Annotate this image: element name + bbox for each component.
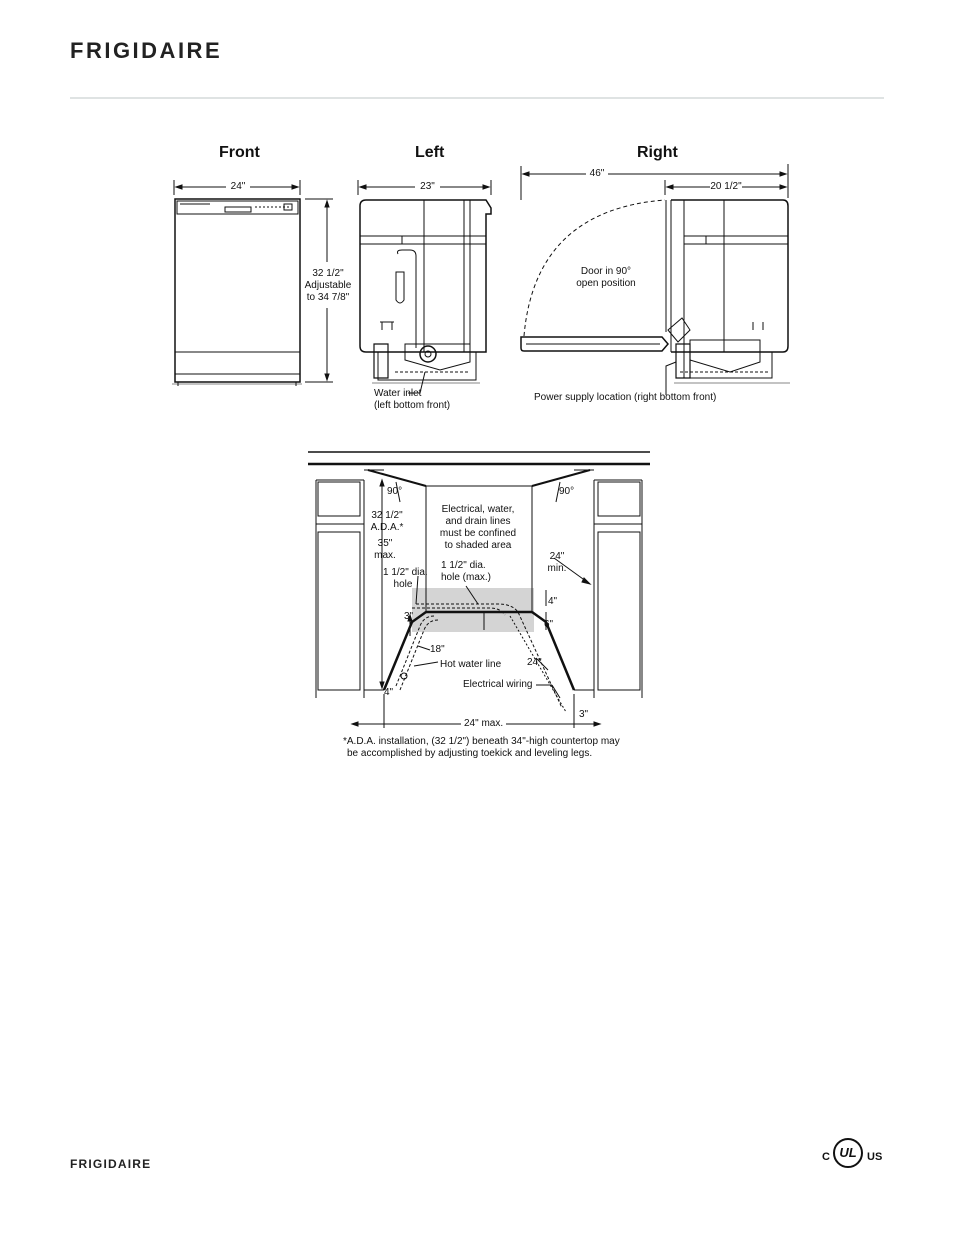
min-depth-line-2: min. — [547, 563, 567, 574]
brand-name: FRIGIDAIRE — [70, 38, 223, 63]
door-open-line-2: open position — [576, 278, 636, 289]
ul-c-text: C — [822, 1151, 830, 1163]
max-height-line-2: max. — [374, 550, 396, 561]
ul-mark-text: UL — [839, 1145, 857, 1160]
footnote-line-1: *A.D.A. installation, (32 1/2") beneath 34"-high countertop may — [343, 736, 620, 747]
front-height-label — [300, 268, 356, 304]
hole-right-line-1: 1 1/2" dia. — [441, 560, 486, 571]
min-depth-label — [544, 551, 570, 575]
dim-6-right-label: 6" — [544, 619, 554, 630]
front-height-line-3: to 34 7/8" — [306, 292, 350, 303]
confine-line-2: and drain lines — [445, 516, 511, 527]
hole-right-line-2: hole (max.) — [441, 572, 492, 583]
dim-3-right-label: 3" — [579, 709, 589, 720]
dimension-drawings — [0, 0, 954, 420]
water-inlet-line-1: Water inlet — [374, 388, 422, 399]
dim-3-left-label: 3" — [404, 611, 414, 622]
min-depth-line-1: 24" — [549, 551, 565, 562]
hot-water-line-label: Hot water line — [440, 659, 502, 670]
ul-circle-icon — [833, 1138, 863, 1168]
view-title-front: Front — [219, 144, 260, 161]
front-height-line-2: Adjustable — [304, 280, 352, 291]
footnote — [343, 736, 620, 760]
dim-4-left-label: 4" — [384, 687, 394, 698]
hole-left-line-2: hole — [393, 579, 413, 590]
front-height-line-1: 32 1/2" — [312, 268, 344, 279]
dim-18-label: 18" — [430, 644, 445, 655]
ul-certification-mark — [822, 1138, 886, 1174]
door-open-label — [566, 266, 646, 290]
footnote-line-2: be accomplished by adjusting toekick and leveling legs. — [347, 748, 593, 759]
left-depth-label: 23" — [420, 181, 435, 192]
water-inlet-label — [374, 388, 450, 412]
installation-drawing — [300, 440, 660, 740]
dim-4-right-label: 4" — [548, 596, 558, 607]
door-open-line-1: Door in 90° — [580, 266, 632, 277]
ada-height-line-1: 32 1/2" — [371, 510, 403, 521]
hole-left-label — [383, 567, 428, 591]
footer-logo — [70, 1157, 151, 1171]
hole-left-line-1: 1 1/2" dia. — [383, 567, 428, 578]
max-height-label — [370, 538, 400, 562]
right-depth-label: 20 1/2" — [710, 181, 742, 192]
power-supply-label: Power supply location (right bottom front) — [534, 392, 717, 403]
ada-height-line-2: A.D.A.* — [370, 522, 404, 533]
front-width-label: 24" — [230, 181, 246, 192]
right-view-drawing — [521, 164, 790, 395]
water-inlet-line-2: (left bottom front) — [374, 400, 451, 411]
confine-line-4: to shaded area — [444, 540, 512, 551]
width-max-label: 24" max. — [461, 718, 506, 730]
right-door-clearance-label: 46" — [589, 168, 605, 179]
footer-brand-name: FRIGIDAIRE — [70, 1157, 152, 1171]
dim-24-right-label: 24" — [527, 657, 542, 668]
ada-height-label — [370, 510, 404, 534]
max-height-line-1: 35" — [377, 538, 393, 549]
confine-line-1: Electrical, water, — [441, 504, 515, 515]
view-title-right: Right — [637, 144, 678, 161]
hole-right-label — [441, 560, 491, 584]
left-view-drawing — [358, 180, 491, 393]
ul-us-text: US — [867, 1151, 883, 1163]
angle-right-label: 90° — [559, 486, 575, 497]
view-title-left: Left — [415, 144, 445, 161]
confine-line-3: must be confined — [439, 528, 517, 539]
electrical-wiring-label: Electrical wiring — [463, 679, 533, 690]
confine-label — [432, 504, 524, 552]
angle-left-label: 90° — [387, 486, 403, 497]
